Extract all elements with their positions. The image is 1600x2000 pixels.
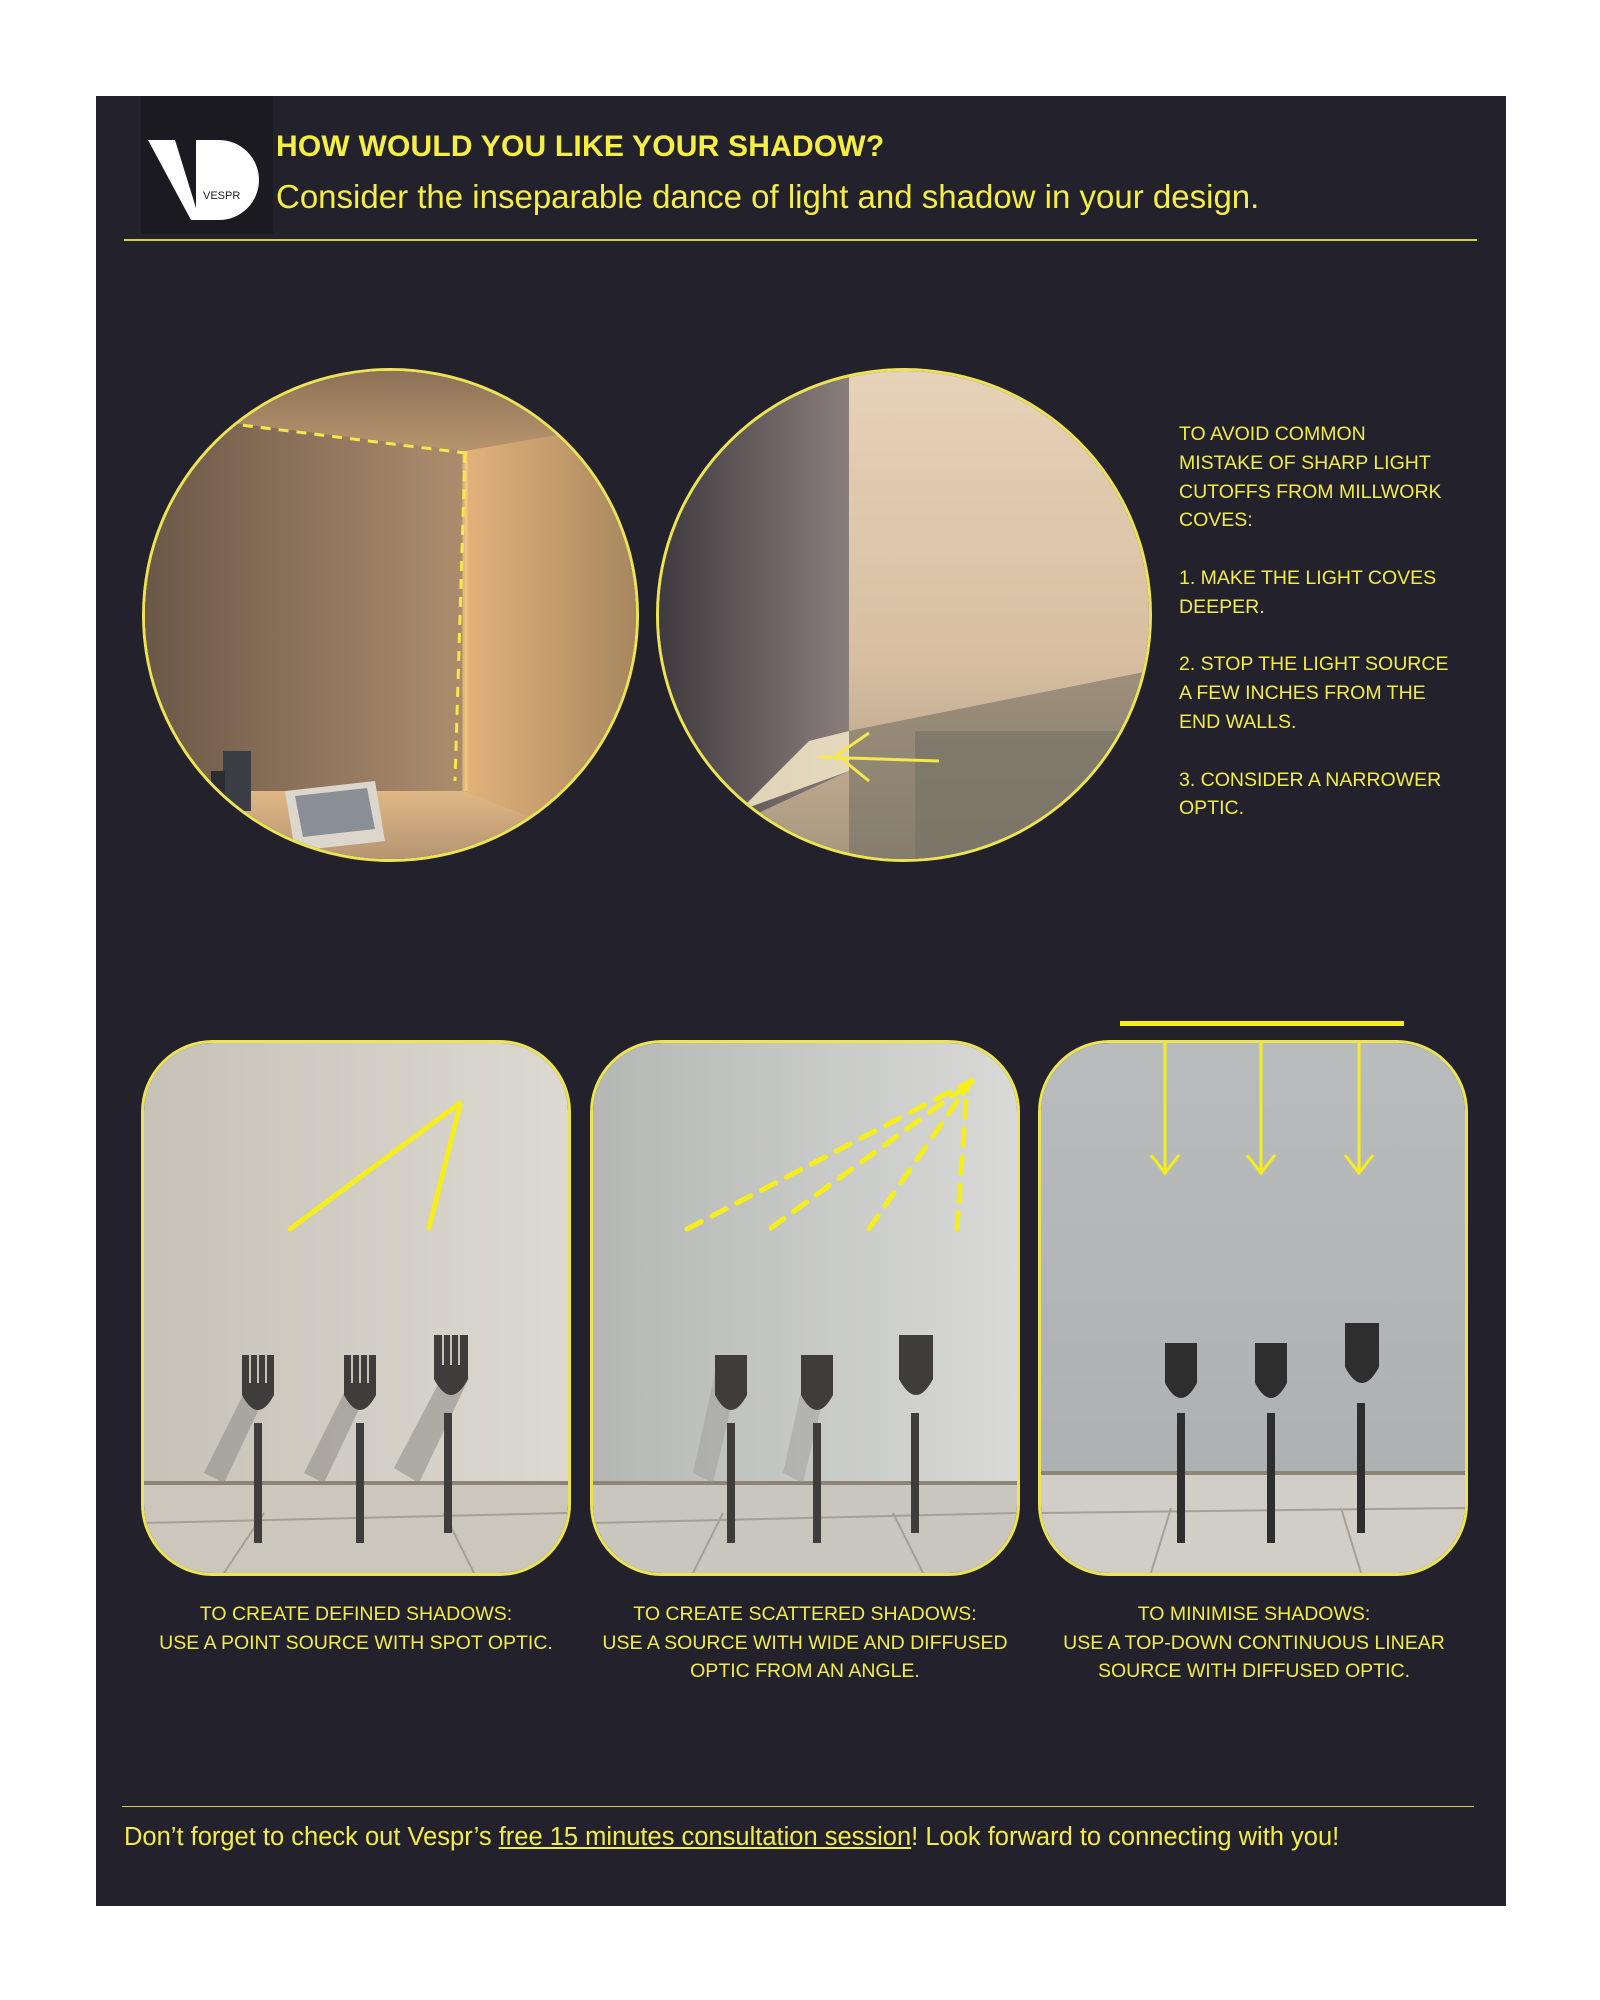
caption-line: USE A SOURCE WITH WIDE AND DIFFUSED	[602, 1631, 1008, 1654]
tip-1-line: 1. MAKE THE LIGHT COVES	[1179, 566, 1437, 589]
caption-line: TO MINIMISE SHADOWS:	[1137, 1603, 1371, 1625]
page-title: HOW WOULD YOU LIKE YOUR SHADOW?	[276, 130, 885, 163]
caption-scattered-shadows	[585, 1600, 1025, 1686]
cove-tips	[1179, 420, 1479, 823]
vespr-logo-mark	[141, 96, 273, 234]
tip-3-line: 3. CONSIDER A NARROWER	[1179, 768, 1442, 791]
tip-2-line: A FEW INCHES FROM THE	[1179, 682, 1426, 705]
caption-line: USE A POINT SOURCE WITH SPOT OPTIC.	[159, 1631, 553, 1654]
tip-intro-line: TO AVOID COMMON	[1179, 423, 1366, 445]
consultation-link[interactable]: free 15 minutes consultation session	[498, 1823, 912, 1851]
caption-line: TO CREATE DEFINED SHADOWS:	[199, 1603, 513, 1625]
linear-light-bar	[1120, 1021, 1404, 1026]
caption-line: USE A TOP-DOWN CONTINUOUS LINEAR	[1063, 1631, 1445, 1654]
cove-corner-photo	[142, 368, 639, 862]
caption-line: SOURCE WITH DIFFUSED OPTIC.	[1098, 1660, 1410, 1682]
cove-end-photo	[656, 368, 1152, 862]
footer-text-before: Don’t forget to check out Vespr’s	[124, 1823, 499, 1851]
header-divider	[124, 239, 1477, 241]
vespr-logo	[141, 96, 273, 234]
tip-intro-line: MISTAKE OF SHARP LIGHT	[1179, 451, 1431, 474]
page-subtitle: Consider the inseparable dance of light and shadow in your design.	[276, 178, 1260, 215]
footer-cta	[124, 1823, 1339, 1852]
minimal-shadows-photo	[1038, 1040, 1468, 1576]
tip-1-line: DEEPER.	[1179, 595, 1265, 618]
caption-defined-shadows	[136, 1600, 576, 1657]
caption-minimise-shadows	[1034, 1600, 1474, 1686]
tip-intro-line: CUTOFFS FROM MILLWORK	[1179, 480, 1442, 503]
tip-2-line: END WALLS.	[1179, 710, 1297, 733]
poster	[96, 96, 1506, 1906]
caption-line: TO CREATE SCATTERED SHADOWS:	[633, 1603, 977, 1625]
defined-shadows-photo	[141, 1040, 571, 1576]
footer-divider	[122, 1806, 1474, 1807]
tip-intro-line: COVES:	[1179, 509, 1253, 532]
tip-3-line: OPTIC.	[1179, 797, 1245, 820]
scattered-shadows-photo	[590, 1040, 1020, 1576]
tip-2-line: 2. STOP THE LIGHT SOURCE	[1179, 653, 1449, 676]
footer-text-after: ! Look forward to connecting with you!	[911, 1823, 1340, 1851]
caption-line: OPTIC FROM AN ANGLE.	[690, 1660, 920, 1682]
logo-wordmark: VESPR	[203, 190, 241, 202]
